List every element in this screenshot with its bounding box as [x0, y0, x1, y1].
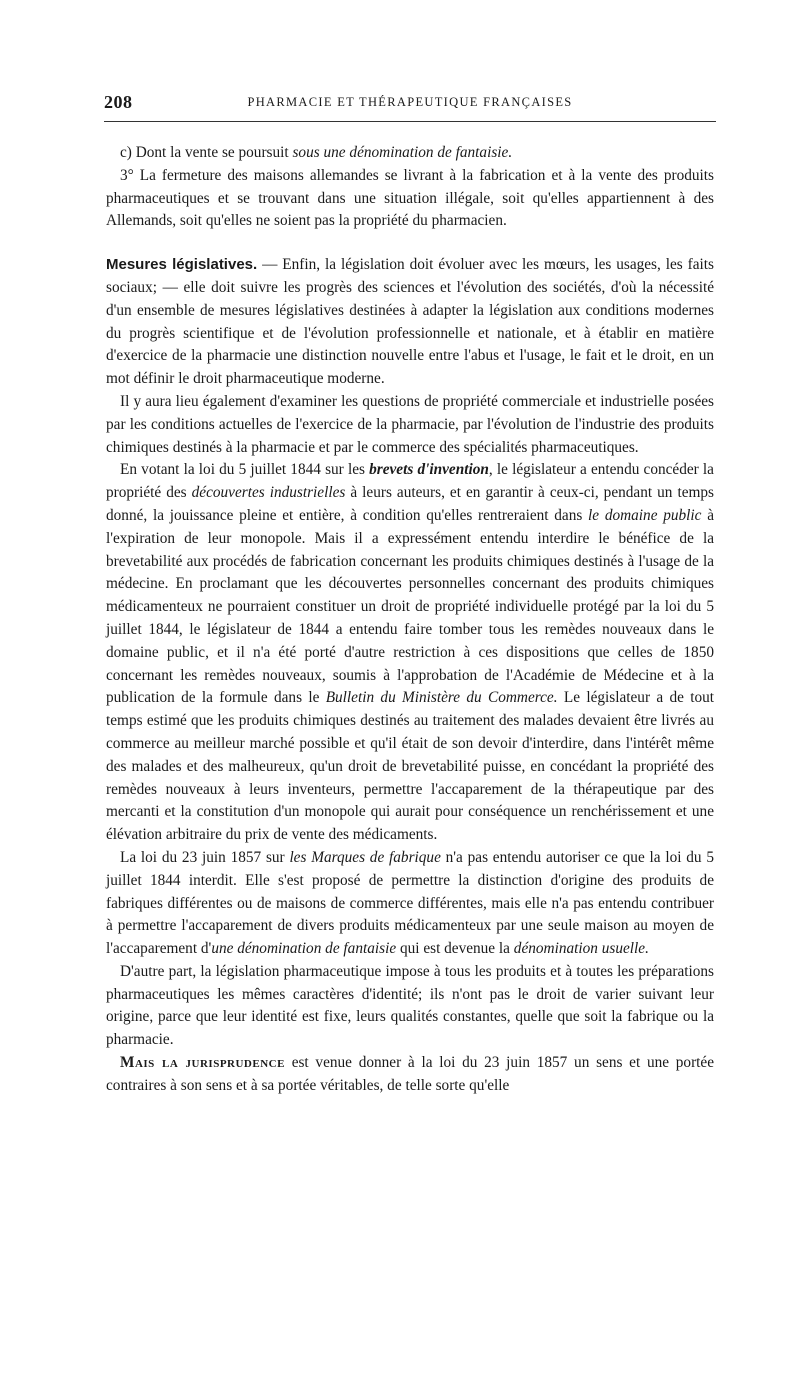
- paragraph-1: [106, 142, 714, 165]
- paragraph-5-text-g: à l'expiration de leur monopole. Mais il a expressément entendu interdire le bénéfice de la brevetabilité aux procédés de fabrication concernant les produits chimiques destinés à l'usage de la médecine. En proclamant que les découvertes personnelles concernant des produits chimiques médicamenteux ne pourraient constituer un droit de propriété individuelle protégé par la loi du 5 juillet 1844, le législateur de 1844 a entendu faire tomber tous les remèdes nouveaux dans le domaine public, et il n'a été porté d'autre restriction à ces dispositions que celles de 1850 concernant les remèdes nouveaux, soumis à l'approbation de l'Académie de Médecine et à la publication de la formule dans le: [106, 506, 714, 707]
- paragraph-5-text-i: Le législateur a de tout temps estimé que les produits chimiques destinés au traitement des malades devaient être livrés au commerce au meilleur marché possible et qu'il était de son devoir d'interdire, dans l'intérêt même des malades et des malheureux, qu'un droit de brevetabilité puisse, en concédant la propriété des remèdes nouveaux à leurs inventeurs, permettre l'accaparement de la thérapeutique par des mercanti et la constitution d'un monopole qui aurait pour conséquence un renchérissement et une élévation arbitraire du prix de vente des médicaments.: [106, 689, 715, 844]
- paragraph-4: Il y aura lieu également d'examiner les questions de propriété commerciale et industrielle posées par les conditions actuelles de l'exercice de la pharmacie, par l'évolution de l'industrie des produits chimiques destinés à la pharmacie et par le commerce des spécialités pharmaceutiques.: [106, 392, 714, 456]
- paragraph-2: 3° La fermeture des maisons allemandes se livrant à la fabrication et à la vente des produits pharmaceutiques et se trouvant dans une situation illégale, soit qu'elles appartiennent à des Allemands, soit qu'elles ne soient pas la propriété du pharmacien.: [106, 166, 714, 230]
- section-heading: Mesures législatives.: [106, 256, 258, 274]
- paragraph-6-italic-usuelle: dénomination usuelle.: [513, 940, 649, 958]
- paragraph-5-italic-decouvertes: découvertes industrielles: [191, 484, 346, 502]
- paragraph-6-text-a: La loi du 23 juin 1857 sur: [120, 848, 290, 866]
- paragraph-6-text-e: qui est devenue la: [396, 940, 514, 958]
- paragraph-5-italic-domaine: le domaine public: [588, 506, 702, 524]
- paragraph-8-text: est venue donner à la loi du 23 juin 1857 un sens et une portée contraires à son sens et à sa portée véritables, de telle sorte qu'elle: [106, 1054, 715, 1094]
- paragraph-3: [106, 254, 714, 391]
- paragraph-5-italic-brevets: brevets d'invention: [369, 461, 489, 479]
- page-number: 208: [104, 92, 133, 112]
- paragraph-1-italic: sous une dénomination de fantaisie.: [292, 144, 513, 161]
- paragraph-5-italic-bulletin: Bulletin du Ministère du Commerce.: [325, 689, 558, 707]
- paragraph-6-italic-denomination: une dénomination de fantaisie: [211, 940, 397, 958]
- paragraph-8: [106, 1052, 714, 1098]
- paragraph-3-text: — Enfin, la législation doit évoluer avec les mœurs, les usages, les faits sociaux; — elle doit suivre les progrès des sciences et l'évolution des sociétés, d'où la nécessité d'un ensemble de mesures législatives destinées à adapter la législation aux conditions modernes du progrès scientifique et de l'évolution professionnelle et nationale, et à établir en matière d'exercice de la pharmacie une distinction nouvelle entre l'abus et l'usage, le fait et le droit, en un mot définir le droit pharmaceutique moderne.: [106, 256, 714, 388]
- paragraph-6-italic-marques: les Marques de fabrique: [289, 848, 441, 866]
- paragraph-6: [106, 847, 714, 961]
- paragraph-8-smallcaps: Mais la jurisprudence: [120, 1054, 285, 1072]
- running-title: PHARMACIE ET THÉRAPEUTIQUE FRANÇAISES: [247, 95, 573, 109]
- paragraph-7: D'autre part, la législation pharmaceutique impose à tous les produits et à toutes les préparations pharmaceutiques les mêmes caractères d'identité; ils n'ont pas le droit de varier suivant leur origine, parce que leur identité est fixe, leurs qualités constantes, quelle que soit la fabrique ou la pharmacie.: [106, 962, 714, 1049]
- body-text: [106, 142, 714, 1098]
- paragraph-5-text-c: , le législateur a entendu concéder la propriété des: [106, 461, 714, 502]
- paragraph-1-text: c) Dont la vente se poursuit: [120, 144, 293, 161]
- paragraph-6-text-c: n'a pas entendu autoriser ce que la loi du 5 juillet 1844 interdit. Elle s'est proposé de permettre la distinction d'origine des produits de fabriques différentes ou de maisons de commerce différentes, mais elle n'a pas entendu contribuer à permettre l'accaparement de divers produits médicamenteux par une seule maison au moyen de l'accaparement d': [106, 848, 715, 958]
- paragraph-5-text-e: à leurs auteurs, et en garantir à ceux-ci, pendant un temps donné, la jouissance pleine et entière, à condition qu'elles rentreraient dans: [106, 484, 714, 524]
- header-rule: [104, 121, 716, 122]
- page-header: [104, 92, 716, 120]
- paragraph-5-text-a: En votant la loi du 5 juillet 1844 sur les: [120, 461, 370, 479]
- paragraph-5: [106, 459, 714, 847]
